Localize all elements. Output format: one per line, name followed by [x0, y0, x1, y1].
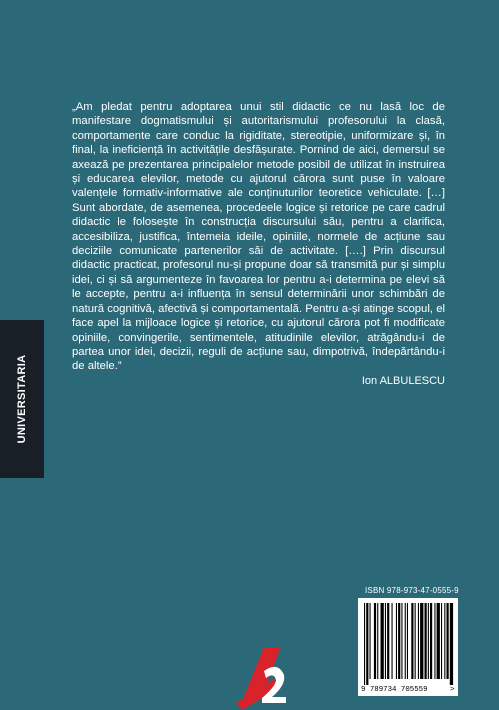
back-cover-quote: „Am pledat pentru adoptarea unui stil didactic ce nu lasă loc de manifestare dogmatismului și autoritarismului profesorului la clasă, comportamente care conduc la rigiditate, stereotipie, uniformizare și, în final, la ineficiență în activitățile desfășurate. Pornind de aici, demersul se axează pe prezentarea principalelor metode posibil de utilizat în instruirea și educarea elevilor, metode cu ajutorul cărora sunt puse în valoare valențele formativ-informative ale conținuturilor teoretice vehiculate. […] Sunt abordate, de asemenea, procedeele logice și retorice pe care cadrul didactic le folosește în construcția discursului său, pentru a clarifica, accesibiliza, justifica, întemeia ideile, opiniile, normele de acțiune sau deciziile comunicate partenerilor săi de activitate. [….] Prin discursul didactic practicat, profesorul nu-și propune doar să transmită pur și simplu idei, ci și să argumenteze în favoarea lor pentru a-i determina pe elevi să le accepte, pentru a-i influența în sensul determinării unor schimbări de natură cognitivă, afectivă și comportamentală. Pentru a-și atinge scopul, el face apel la mijloace logice și retorice, cu ajutorul cărora pot fi modificate opiniile, convingerile, sentimentele, atitudinile elevilor, atrăgându-i de partea unor idei, decizii, reguli de acțiune sau, dimpotrivă, îndepărtându-i de altele.”: [72, 101, 445, 373]
barcode-bar: [381, 603, 384, 679]
barcode-bar: [385, 603, 386, 679]
author-name: Ion ALBULESCU: [361, 375, 445, 387]
barcode-bar: [415, 603, 416, 679]
barcode-addon-mark: >: [450, 686, 455, 694]
collection-label: UNIVERSITARIA: [16, 354, 28, 444]
barcode-bar: [401, 603, 402, 679]
barcode-bar: [418, 603, 419, 679]
barcode-bar: [398, 603, 400, 679]
barcode-bar: [387, 603, 389, 679]
barcode-bar: [407, 603, 408, 679]
barcode: [358, 598, 458, 696]
barcode-bar: [392, 603, 393, 679]
isbn-number: ISBN 978-973-47-0555-9: [365, 586, 459, 595]
barcode-bar: [370, 603, 371, 679]
barcode-bar: [420, 603, 423, 679]
barcode-bar: [441, 603, 442, 679]
barcode-bar: [411, 603, 413, 679]
barcode-bar: [374, 603, 376, 679]
barcode-bar: [405, 603, 406, 679]
barcode-bar: [447, 603, 449, 679]
barcode-bar: [396, 603, 397, 679]
barcode-bar: [450, 603, 453, 685]
barcode-digits: 9 789734 705559: [361, 686, 428, 694]
barcode-bar: [437, 603, 440, 679]
barcode-bar: [377, 603, 378, 679]
barcode-bar: [434, 603, 435, 679]
barcode-bar: [428, 603, 429, 679]
publisher-logo: [234, 645, 289, 710]
barcode-bar: [444, 603, 445, 679]
barcode-bar: [425, 603, 427, 679]
barcode-graphic: [358, 598, 458, 696]
barcode-bar: [366, 603, 368, 685]
barcode-bar: [364, 603, 365, 685]
barcode-bar: [430, 603, 432, 679]
